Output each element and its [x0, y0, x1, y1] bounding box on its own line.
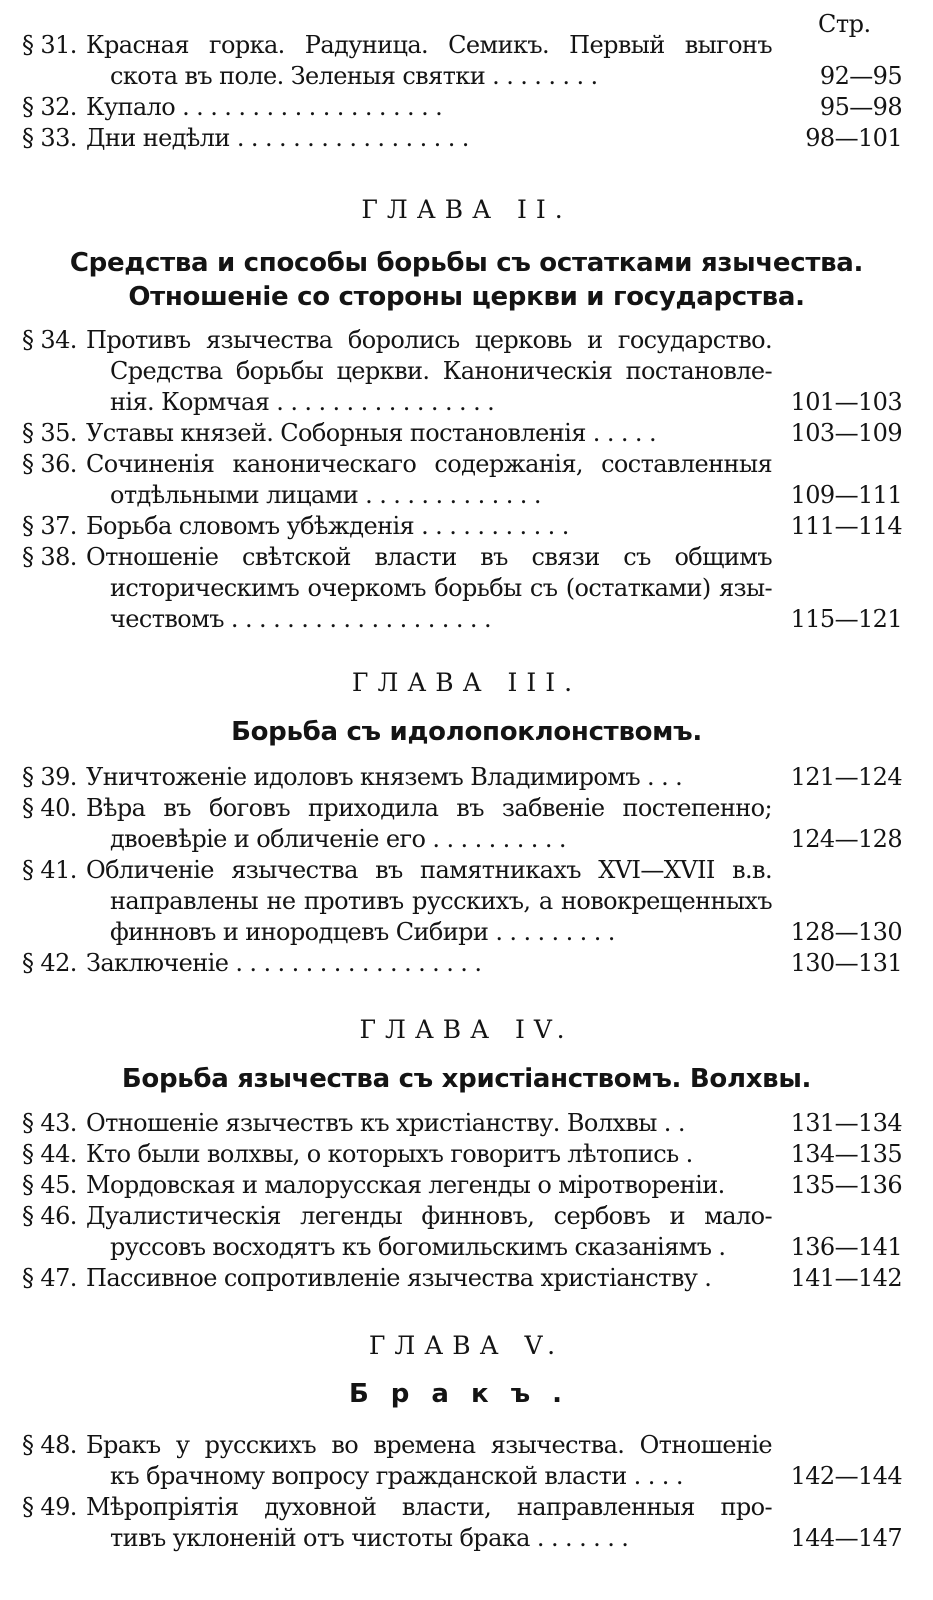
chapter-heading: ГЛАВА III. — [351, 668, 582, 697]
toc-entry-43 — [22, 1108, 902, 1139]
entry-text: двоевѣріе и обличеніе его . . . . . . . . . . — [110, 825, 566, 853]
entry-pages: 92—95 — [819, 62, 902, 90]
entry-text: Дуалистическія легенды финновъ, сербовъ и мало- — [86, 1202, 772, 1230]
entry-text: Отношеніе свѣтской власти въ связи съ общимъ — [86, 543, 772, 571]
entry-text: Дни недѣли . . . . . . . . . . . . . . . . . — [86, 124, 469, 152]
toc-entry-45 — [22, 1170, 902, 1201]
entry-pages: 115—121 — [790, 605, 902, 633]
entry-pages: 103—109 — [790, 419, 902, 447]
entry-number: § 36. — [22, 450, 77, 478]
entry-pages: 109—111 — [790, 481, 902, 509]
toc-entry-34 — [22, 325, 902, 418]
entry-pages: 131—134 — [790, 1109, 902, 1137]
page-column-header: Стр. — [818, 10, 871, 38]
entry-text: историческимъ очеркомъ борьбы съ (остатками) язы- — [110, 574, 772, 602]
entry-number: § 39. — [22, 763, 77, 791]
chapter-title: Средства и способы борьбы съ остатками язычества. — [69, 248, 864, 278]
entry-text: скота въ поле. Зеленыя святки . . . . . . . . — [110, 62, 598, 90]
entry-number: § 41. — [22, 856, 77, 884]
entry-pages: 136—141 — [790, 1233, 902, 1261]
entry-pages: 144—147 — [790, 1524, 902, 1552]
toc-entry-40 — [22, 793, 902, 855]
entry-text: Заключеніе . . . . . . . . . . . . . . . . . . — [86, 949, 482, 977]
entry-number: § 43. — [22, 1109, 77, 1137]
chapter-heading: ГЛАВА V. — [368, 1331, 565, 1360]
entry-text: Противъ язычества боролись церковь и государство. — [86, 326, 772, 354]
toc-entry-33 — [22, 123, 902, 154]
toc-entry-44 — [22, 1139, 902, 1170]
toc-entry-36 — [22, 449, 902, 511]
chapter-heading: ГЛАВА IV. — [359, 1015, 574, 1044]
entry-number: § 49. — [22, 1493, 77, 1521]
toc-entry-49 — [22, 1492, 902, 1554]
toc-entry-37 — [22, 511, 902, 542]
entry-pages: 142—144 — [790, 1462, 902, 1490]
entry-number: § 40. — [22, 794, 77, 822]
entry-text: Уставы князей. Соборныя постановленія . . . . . — [86, 419, 657, 447]
chapter-title: Борьба язычества съ христіанствомъ. Волхвы. — [121, 1064, 812, 1094]
entry-pages: 124—128 — [790, 825, 902, 853]
toc-entry-46 — [22, 1201, 902, 1263]
entry-text: Пассивное сопротивленіе язычества христіанству . — [86, 1264, 712, 1292]
chapter-title: Борьба съ идолопоклонствомъ. — [231, 717, 702, 747]
entry-text: Кто были волхвы, о которыхъ говоритъ лѣтопись . — [86, 1140, 693, 1168]
toc-entry-31 — [22, 30, 902, 92]
entry-number: § 38. — [22, 543, 77, 571]
entry-pages: 130—131 — [790, 949, 902, 977]
entry-text: Красная горка. Радуница. Семикъ. Первый выгонъ — [86, 31, 772, 59]
entry-text: Борьба словомъ убѣжденія . . . . . . . . . . . — [86, 512, 569, 540]
entry-text: Сочиненія каноническаго содержанія, составленныя — [86, 450, 772, 478]
entry-number: § 32. — [22, 93, 77, 121]
toc-entry-35 — [22, 418, 902, 449]
entry-number: § 33. — [22, 124, 77, 152]
entry-text: руссовъ восходятъ къ богомильскимъ сказаніямъ . — [110, 1233, 726, 1261]
entry-pages: 95—98 — [819, 93, 902, 121]
toc-entry-38 — [22, 542, 902, 635]
toc-entry-48 — [22, 1430, 902, 1492]
toc-entry-39 — [22, 762, 902, 793]
entry-number: § 34. — [22, 326, 77, 354]
entry-text: финновъ и инородцевъ Сибири . . . . . . . . . — [110, 918, 615, 946]
entry-text: Отношеніе язычествъ къ христіанству. Волхвы . . — [86, 1109, 685, 1137]
entry-pages: 101—103 — [790, 388, 902, 416]
entry-text: нія. Кормчая . . . . . . . . . . . . . . . . — [110, 388, 495, 416]
toc-entry-32 — [22, 92, 902, 123]
entry-text: Мордовская и малорусская легенды о міротвореніи. — [86, 1171, 725, 1199]
entry-pages: 98—101 — [805, 124, 902, 152]
entry-text: направлены не противъ русскихъ, а новокрещенныхъ — [110, 887, 772, 915]
entry-text: тивъ уклоненій отъ чистоты брака . . . . . . . — [110, 1524, 629, 1552]
entry-pages: 128—130 — [790, 918, 902, 946]
entry-text: Бракъ у русскихъ во времена язычества. Отношеніе — [86, 1431, 772, 1459]
entry-number: § 35. — [22, 419, 77, 447]
entry-number: § 37. — [22, 512, 77, 540]
entry-number: § 47. — [22, 1264, 77, 1292]
entry-pages: 141—142 — [790, 1264, 902, 1292]
entry-number: § 44. — [22, 1140, 77, 1168]
entry-text: Обличеніе язычества въ памятникахъ XVI—XVII в.в. — [86, 856, 772, 884]
entry-number: § 48. — [22, 1431, 77, 1459]
toc-entry-42 — [22, 948, 902, 979]
entry-number: § 31. — [22, 31, 77, 59]
entry-pages: 121—124 — [790, 763, 902, 791]
entry-pages: 111—114 — [790, 512, 902, 540]
entry-text: Уничтоженіе идоловъ княземъ Владимиромъ . . . — [86, 763, 683, 791]
entry-text: Вѣра въ боговъ приходила въ забвеніе постепенно; — [86, 794, 772, 822]
entry-pages: 135—136 — [790, 1171, 902, 1199]
entry-number: § 45. — [22, 1171, 77, 1199]
entry-text: отдѣльными лицами . . . . . . . . . . . . . — [110, 481, 541, 509]
chapter-heading: ГЛАВА II. — [361, 195, 572, 224]
entry-text: Купало . . . . . . . . . . . . . . . . . . . — [86, 93, 443, 121]
entry-text: чествомъ . . . . . . . . . . . . . . . . . . . — [110, 605, 491, 633]
entry-text: Мѣропріятія духовной власти, направленныя про- — [86, 1493, 772, 1521]
entry-text: къ брачному вопросу гражданской власти . . . . — [110, 1462, 683, 1490]
entry-pages: 134—135 — [790, 1140, 902, 1168]
toc-entry-47 — [22, 1263, 902, 1294]
entry-number: § 42. — [22, 949, 77, 977]
entry-text: Средства борьбы церкви. Каноническія постановле- — [110, 357, 772, 385]
entry-number: § 46. — [22, 1202, 77, 1230]
chapter-title: Бракъ. — [348, 1379, 585, 1409]
toc-entry-41 — [22, 855, 902, 948]
chapter-title: Отношеніе со стороны церкви и государства. — [128, 282, 805, 312]
